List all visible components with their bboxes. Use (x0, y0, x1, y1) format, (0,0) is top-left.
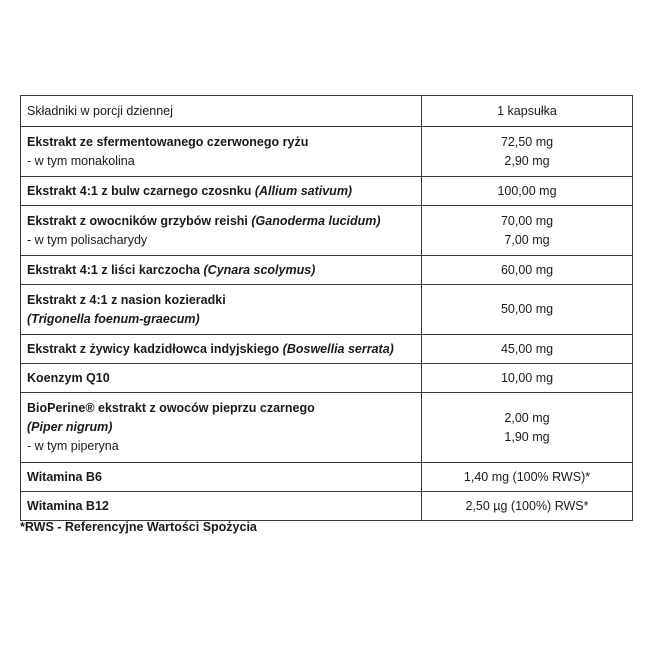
sub-amount-value: 1,90 mg (504, 429, 550, 444)
amount-value: 2,00 mg (504, 410, 550, 425)
ingredient-name: Ekstrakt z 4:1 z nasion kozieradki (27, 292, 226, 307)
ingredient-latin-name: (Ganoderma lucidum) (251, 213, 381, 228)
ingredient-cell (21, 393, 422, 463)
table-row (21, 492, 633, 521)
ingredient-cell (21, 177, 422, 206)
ingredients-table (20, 95, 633, 521)
amount-value: 60,00 mg (500, 262, 554, 277)
ingredient-sub: - w tym polisacharydy (27, 232, 148, 247)
ingredient-latin-name: (Cynara scolymus) (203, 262, 316, 277)
table-row (21, 393, 633, 463)
ingredient-cell (21, 335, 422, 364)
ingredient-cell (21, 364, 422, 393)
amount-value: 100,00 mg (497, 183, 557, 198)
ingredient-latin-name: (Boswellia serrata) (282, 341, 394, 356)
ingredient-latin-name: (Allium sativum) (254, 183, 353, 198)
ingredient-name: Ekstrakt z żywicy kadzidłowca indyjskiego (27, 341, 280, 356)
header-dose: 1 kapsułka (422, 96, 633, 127)
sub-amount-value: 7,00 mg (504, 232, 550, 247)
ingredient-name: Ekstrakt 4:1 z bulw czarnego czosnku (27, 183, 252, 198)
amount-cell (422, 285, 633, 335)
ingredient-sub: - w tym piperyna (27, 439, 119, 453)
ingredient-cell (21, 206, 422, 256)
ingredient-cell (21, 256, 422, 285)
amount-cell (422, 463, 633, 492)
ingredient-cell (21, 463, 422, 492)
amount-value: 70,00 mg (500, 213, 554, 228)
amount-value: 2,50 µg (100%) RWS* (465, 498, 589, 513)
ingredient-cell (21, 492, 422, 521)
ingredient-cell (21, 127, 422, 177)
table-row (21, 364, 633, 393)
table-row (21, 127, 633, 177)
amount-value: 1,40 mg (100% RWS)* (463, 469, 591, 484)
table-header-row (21, 96, 633, 127)
amount-value: 50,00 mg (500, 302, 554, 316)
amount-value: 10,00 mg (500, 370, 554, 385)
amount-cell (422, 335, 633, 364)
ingredient-name: Ekstrakt ze sfermentowanego czerwonego ryżu (27, 134, 309, 149)
amount-cell (422, 492, 633, 521)
ingredient-name: Witamina B12 (27, 498, 109, 513)
table-row (21, 335, 633, 364)
ingredient-name: Ekstrakt z owocników grzybów reishi (27, 213, 248, 228)
amount-cell (422, 393, 633, 463)
ingredient-name: Witamina B6 (27, 469, 102, 484)
amount-cell (422, 256, 633, 285)
table-row (21, 206, 633, 256)
amount-cell (422, 177, 633, 206)
amount-value: 45,00 mg (500, 341, 554, 356)
table-row (21, 285, 633, 335)
table-row (21, 463, 633, 492)
header-ingredients: Składniki w porcji dziennej (21, 96, 422, 127)
ingredient-sub: - w tym monakolina (27, 153, 135, 168)
amount-cell (422, 364, 633, 393)
sub-amount-value: 2,90 mg (504, 153, 550, 168)
ingredient-name: BioPerine® ekstrakt z owoców pieprzu czarnego (27, 401, 315, 415)
ingredient-name: Koenzym Q10 (27, 370, 110, 385)
amount-value: 72,50 mg (500, 134, 554, 149)
table-row (21, 177, 633, 206)
ingredient-latin-name: (Piper nigrum) (27, 420, 113, 434)
amount-cell (422, 127, 633, 177)
footnote: *RWS - Referencyjne Wartości Spożycia (20, 520, 257, 534)
ingredient-latin-name: (Trigonella foenum-graecum) (27, 311, 200, 326)
ingredient-cell (21, 285, 422, 335)
amount-cell (422, 206, 633, 256)
ingredient-name: Ekstrakt 4:1 z liści karczocha (27, 262, 201, 277)
table-row (21, 256, 633, 285)
